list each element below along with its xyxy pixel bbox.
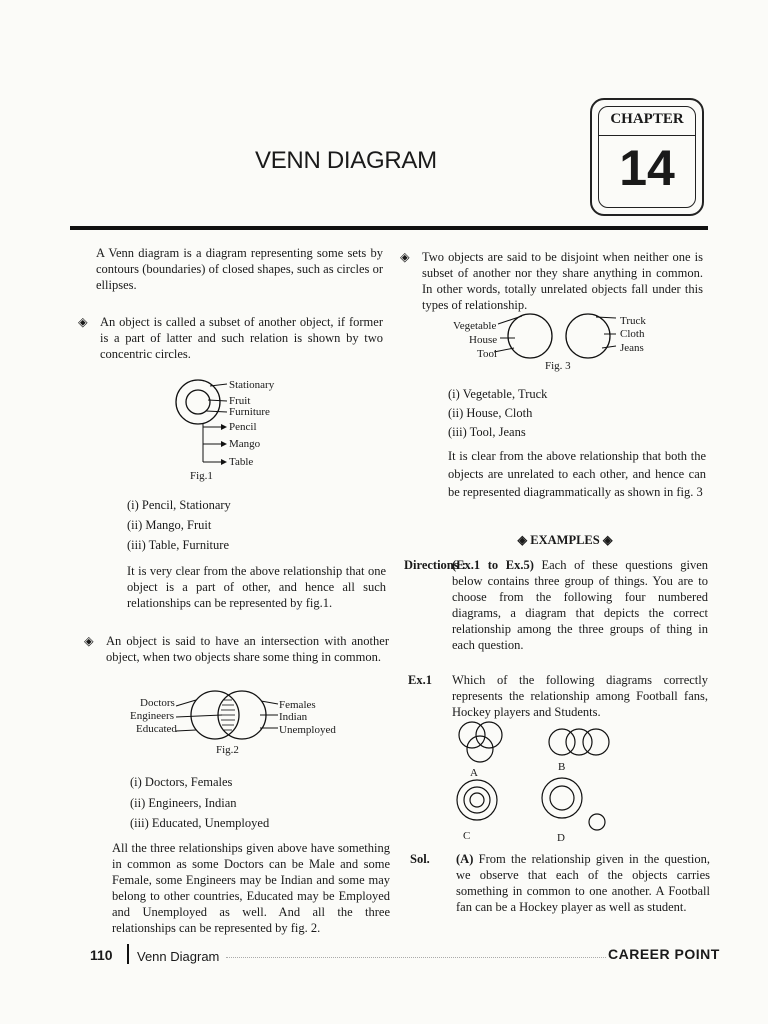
disjoint-paragraph: Two objects are said to be disjoint when neither one is subset of another nor they share anything in common. In other words, totally unrelated objects fall under this types of relationship. [422,250,703,312]
option-label: C [463,830,471,842]
page-number: 110 [90,947,113,963]
fig2-note: All the three relationships given above have something in common as some Doctors can be Male and some Female, some Engineers may be Indian and some may belong to other countries, Educated may be Employed and Unemployed as well. And all the three relationships can be represented by fig. 2. [112,841,390,935]
brand-logo: CAREER POINT [608,946,720,962]
list-item: (ii) Engineers, Indian [130,796,237,810]
list-item: (i) Doctors, Females [130,775,233,789]
fig1-label: Table [229,456,254,468]
list-item: (i) Pencil, Stationary [127,498,231,512]
directions-label: Directions : [404,558,466,572]
fig1-label: Mango [229,438,261,450]
fig2-label: Doctors [140,697,175,709]
footer-section-title: Venn Diagram [137,949,220,964]
chapter-badge [590,98,704,216]
fig1-label: Stationary [229,379,275,391]
subset-paragraph: An object is called a subset of another object, if former is a part of latter and such relation is shown by two concentric circles. [100,315,383,361]
fig3-label: Truck [620,315,646,327]
fig2-label: Educated [136,723,177,735]
fig1-label: Furniture [229,406,270,418]
fig1-label: Pencil [229,421,257,433]
intersection-paragraph: An object is said to have an intersection with another object, when two objects share some thing in common. [106,634,389,664]
fig2-label: Females [279,699,316,711]
fig3-label: House [469,334,498,346]
chapter-number: 14 [619,140,675,196]
list-item: (iii) Tool, Jeans [448,425,526,439]
ex1-label: Ex.1 [408,673,432,687]
page-title: VENN DIAGRAM [255,147,437,174]
list-item: (iii) Table, Furniture [127,538,229,552]
fig2-caption: Fig.2 [216,744,239,756]
options-diagrams [450,718,630,843]
solution-paragraph: (A) From the relationship given in the question, we observe that each of the objects carries something in common to one another. A Football fan can be a Hockey player as well as student. [456,852,711,914]
fig2-label: Indian [279,711,308,723]
fig1-label: Fruit [229,395,251,407]
footer-leader [226,957,606,958]
fig3-label: Vegetable [453,320,497,332]
directions-paragraph: (Ex.1 to Ex.5) Each of these questions given below contains three group of things. You are to choose from the following four numbered diagrams, a diagram that depicts the correct relationship among the three groups of thing in each question. [452,558,709,652]
fig3-label: Jeans [620,342,644,354]
diamond-bullet-icon: ◈ [78,315,88,329]
option-label: B [558,761,566,773]
sol-label: Sol. [410,852,430,866]
fig1-caption: Fig.1 [190,470,213,482]
fig1-note: It is very clear from the above relationship that one object is a part of other, and hence all such relationships can be represented by fig.1. [127,564,386,610]
ex1-question: Which of the following diagrams correctly represents the relationship among Football fans, Hockey players and Students. [452,673,708,719]
fig3-note: It is clear from the above relationship that both the objects are unrelated to each other, and hence can be represented diagrammatically as shown in fig. 3 [448,449,706,499]
option-label: D [557,832,565,844]
list-item: (iii) Educated, Unemployed [130,816,270,830]
fig2-label: Engineers [130,710,174,722]
fig2-label: Unemployed [279,724,336,736]
fig3-label: Tool [477,348,498,360]
fig3-caption: Fig. 3 [545,360,571,372]
footer-divider [127,944,129,964]
diamond-bullet-icon: ◈ [84,634,94,648]
examples-heading: ◈ EXAMPLES ◈ [517,533,613,547]
chapter-label: CHAPTER [610,111,684,127]
list-item: (i) Vegetable, Truck [448,387,548,401]
intro-paragraph: A Venn diagram is a diagram representing some sets by contours (boundaries) of closed shapes, such as circles or ellipses. [96,246,383,292]
option-label: A [470,767,478,779]
header-rule [70,226,708,230]
list-item: (ii) House, Cloth [448,406,533,420]
fig3-label: Cloth [620,328,645,340]
diamond-bullet-icon: ◈ [400,250,410,264]
list-item: (ii) Mango, Fruit [127,518,212,532]
